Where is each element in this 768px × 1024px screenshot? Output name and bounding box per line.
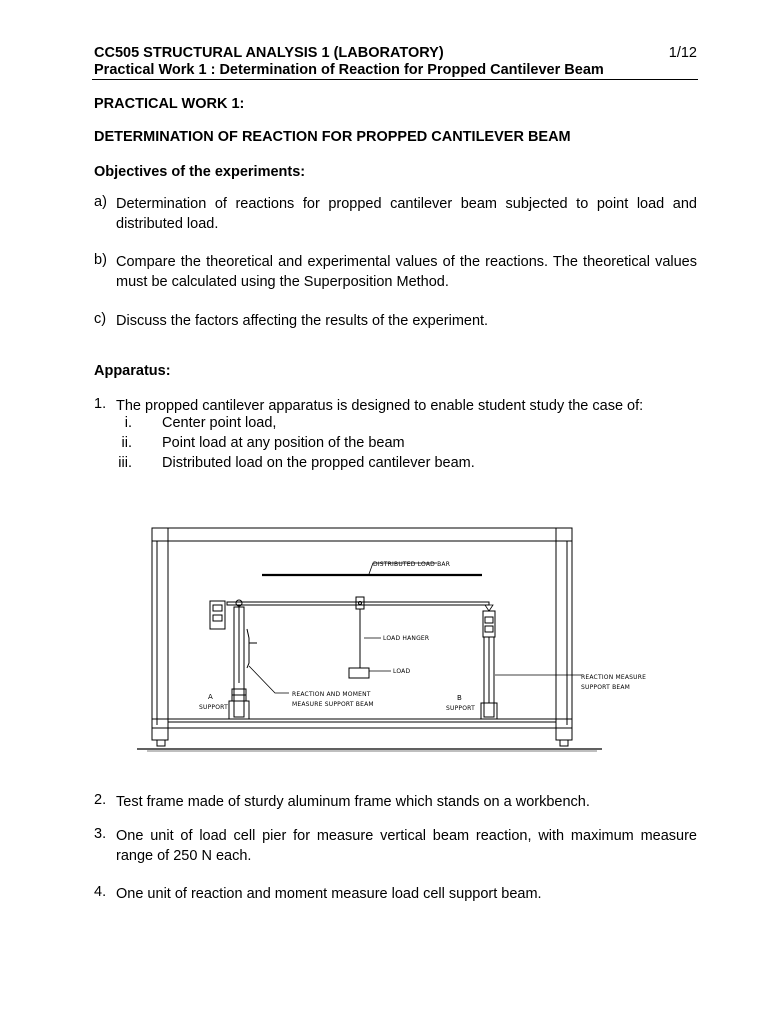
apparatus-item bbox=[94, 396, 697, 416]
case-item bbox=[94, 415, 594, 435]
support-a-assembly bbox=[210, 600, 257, 719]
apparatus-text: The propped cantilever apparatus is designed to enable student study the case of: bbox=[116, 398, 644, 414]
apparatus-marker: 2. bbox=[94, 792, 107, 808]
case-text: Center point load, bbox=[162, 415, 277, 431]
case-text: Distributed load on the propped cantilever beam. bbox=[162, 455, 475, 471]
objective-text: Discuss the factors affecting the results of the experiment. bbox=[116, 313, 489, 329]
apparatus-marker: 1. bbox=[94, 396, 107, 412]
apparatus-text: One unit of reaction and moment measure load cell support beam. bbox=[116, 886, 542, 902]
objective-marker: a) bbox=[94, 194, 107, 210]
apparatus-marker: 4. bbox=[94, 884, 107, 900]
frame-foot bbox=[157, 740, 165, 746]
header-subtitle: Practical Work 1 : Determination of Reaction for Propped Cantilever Beam bbox=[94, 62, 604, 78]
objective-item bbox=[94, 311, 697, 331]
label-measure-support-beam: MEASURE SUPPORT BEAM bbox=[292, 701, 374, 708]
objective-text: Determination of reactions for propped cantilever beam subjected to point load and distributed load. bbox=[116, 196, 697, 232]
label-reaction-measure: REACTION MEASURE bbox=[581, 674, 647, 681]
course-title: CC505 STRUCTURAL ANALYSIS 1 (LABORATORY) bbox=[94, 45, 444, 61]
label-reaction-and-moment: REACTION AND MOMENT bbox=[292, 691, 371, 698]
objective-item bbox=[94, 194, 697, 234]
frame-base bbox=[152, 719, 572, 728]
apparatus-item bbox=[94, 826, 697, 866]
header-rule bbox=[92, 79, 698, 80]
case-item bbox=[94, 455, 594, 475]
label-support-b: SUPPORT bbox=[446, 705, 475, 712]
support-b-assembly bbox=[481, 611, 497, 719]
apparatus-heading: Apparatus: bbox=[94, 363, 171, 379]
label-support-beam: SUPPORT BEAM bbox=[581, 684, 631, 691]
cantilever-beam bbox=[227, 602, 489, 605]
objective-text: Compare the theoretical and experimental values of the reactions. The theoretical values must be calculated using the Superposition Method. bbox=[116, 254, 697, 290]
objective-marker: b) bbox=[94, 252, 107, 268]
case-marker: ii. bbox=[121, 435, 132, 451]
objective-marker: c) bbox=[94, 311, 107, 327]
practical-work-title: PRACTICAL WORK 1: bbox=[94, 96, 245, 112]
label-b: B bbox=[457, 694, 463, 702]
label-support-a: SUPPORT bbox=[199, 704, 228, 711]
label-load: LOAD bbox=[393, 668, 411, 675]
frame-right-post bbox=[556, 528, 572, 740]
label-load-hanger: LOAD HANGER bbox=[383, 635, 430, 642]
case-item bbox=[94, 435, 594, 455]
apparatus-drawing bbox=[137, 493, 647, 755]
label-a: A bbox=[208, 693, 213, 701]
label-distributed-load-bar: DISTRIBUTED LOAD BAR bbox=[373, 561, 451, 568]
page-number: 1/12 bbox=[668, 45, 697, 61]
objectives-heading: Objectives of the experiments: bbox=[94, 164, 306, 180]
section-heading: DETERMINATION OF REACTION FOR PROPPED CANTILEVER BEAM bbox=[94, 129, 571, 145]
apparatus-marker: 3. bbox=[94, 826, 107, 842]
load-hanger-assembly bbox=[349, 597, 369, 678]
case-marker: i. bbox=[124, 415, 132, 431]
apparatus-item bbox=[94, 884, 697, 904]
apparatus-text: Test frame made of sturdy aluminum frame which stands on a workbench. bbox=[116, 794, 590, 810]
case-text: Point load at any position of the beam bbox=[162, 435, 405, 451]
frame-foot bbox=[560, 740, 568, 746]
objective-item bbox=[94, 252, 697, 292]
frame-left-post bbox=[152, 528, 168, 740]
frame-top-rail bbox=[152, 528, 572, 541]
case-marker: iii. bbox=[118, 455, 132, 471]
apparatus-text: One unit of load cell pier for measure vertical beam reaction, with maximum measure range of 250 N each. bbox=[116, 828, 697, 864]
apparatus-diagram bbox=[137, 493, 647, 755]
apparatus-item bbox=[94, 792, 697, 812]
